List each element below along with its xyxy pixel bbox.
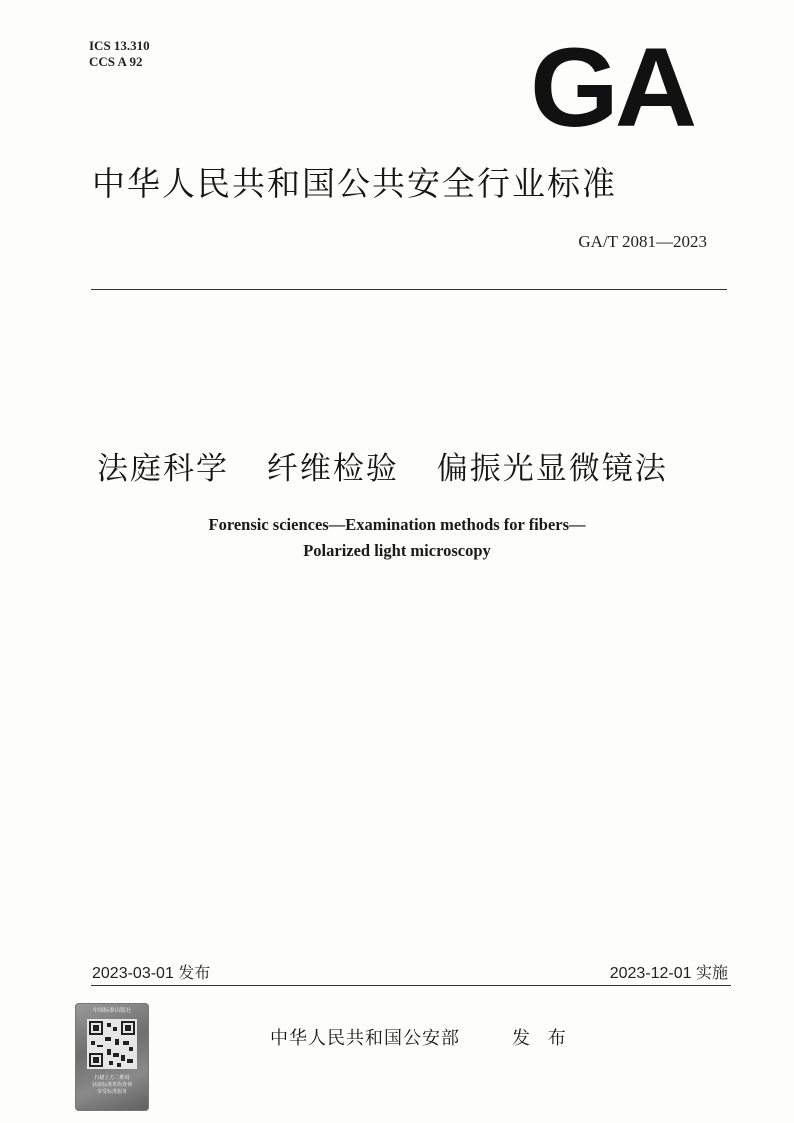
bottom-divider <box>91 985 731 986</box>
ccs-code: CCS A 92 <box>89 54 143 69</box>
top-divider <box>91 289 727 290</box>
sticker-line-3: 享受标准服务 <box>96 1089 127 1095</box>
title-part-2: 纤维检验 <box>266 451 399 487</box>
sticker-footer <box>78 1075 146 1096</box>
issue-date: 2023-03-01 发布 <box>92 965 211 982</box>
publish-label: 发 布 <box>512 1028 572 1049</box>
qr-code-icon <box>87 1019 137 1069</box>
english-title-line-2: Polarized light microscopy <box>303 541 491 560</box>
standard-title: 中华人民共和国公共安全行业标准 <box>92 164 617 203</box>
sticker-line-2: 获取标准真伪查询 <box>91 1082 132 1088</box>
anti-counterfeit-sticker <box>75 1003 149 1111</box>
sticker-line-1: 扫描上方二维码 <box>94 1075 130 1081</box>
implementation-date: 2023-12-01 实施 <box>609 965 728 982</box>
publisher-name: 中华人民共和国公安部 <box>270 1028 460 1049</box>
standard-number: GA/T 2081—2023 <box>578 232 707 251</box>
ga-logo: GA <box>530 25 694 150</box>
title-part-3: 偏振光显微镜法 <box>436 451 668 487</box>
english-title <box>0 512 794 564</box>
title-part-1: 法庭科学 <box>97 451 229 487</box>
chinese-title <box>97 443 717 488</box>
ics-code: ICS 13.310 <box>89 38 150 53</box>
sticker-header: 中国标准出版社 <box>92 1008 132 1014</box>
classification-codes <box>89 38 150 70</box>
english-title-line-1: Forensic sciences—Examination methods for fibers— <box>208 515 586 534</box>
